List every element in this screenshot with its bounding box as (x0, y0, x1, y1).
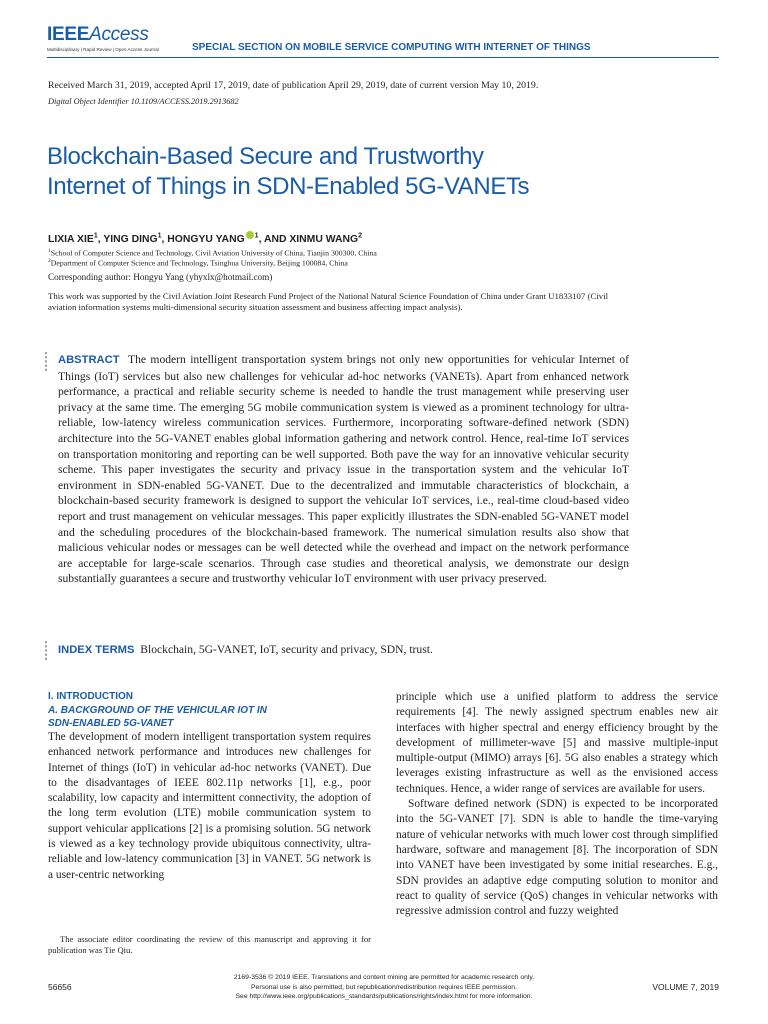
author-affil-mark: 2 (358, 232, 362, 240)
corresponding-author: Corresponding author: Hongyu Yang (yhyxlx@hotmail.com) (48, 272, 273, 282)
journal-logo (47, 24, 159, 52)
logo-tagline: Multidisciplinary | Rapid Review | Open Access Journal (47, 47, 159, 52)
author-name: XINMU WANG (289, 234, 359, 245)
affiliation-1 (48, 248, 377, 258)
subsection-heading-line-2: SDN-ENABLED 5G-VANET (48, 718, 174, 729)
section-heading: I. INTRODUCTION (48, 691, 133, 702)
left-column (48, 690, 371, 883)
received-dates: Received March 31, 2019, accepted April 17, 2019, date of publication April 29, 2019, date of current version May 10, 2019. (48, 80, 539, 91)
body-paragraph-1: principle which use a unified platform to address the service requirements [4]. The newly assigned spectrum enables new air interfaces with higher spectral and energy efficiency brought by the development of millimeter-wave [5] and massive multiple-input multiple-output (MIMO) arrays [6]. 5G also enables a strategy which leverages existing infrastructure as well as the envisioned access techniques. Hence, a wider range of services are available for users. (396, 691, 718, 795)
affiliation-mark: 1 (48, 248, 51, 254)
body-paragraph-2: Software defined network (SDN) is expected to be incorporated into the 5G-VANET [7]. SDN is able to handle the time-varying nature of vehicular networks with much lower cost through simplified hardware, software and management [8]. The incorporation of SDN into VANET have been investigated by some initial researches. E.g., SDN provides an adaptive edge computing solution to monitor and react to quality of service (QoS) changes in vehicular networks with regressive admission control and fuzzy weighted (396, 798, 718, 918)
affiliation-text: School of Computer Science and Technology, Civil Aviation University of China, Tianjin 300300, China (50, 248, 377, 258)
author-name: HONGYU YANG (167, 234, 245, 245)
index-terms-label: INDEX TERMS (58, 644, 135, 656)
subsection-heading-line-1: A. BACKGROUND OF THE VEHICULAR IOT IN (48, 705, 267, 716)
author-name: LIXIA XIE (48, 234, 94, 245)
index-terms-text: Blockchain, 5G-VANET, IoT, security and privacy, SDN, trust. (140, 643, 433, 656)
special-section-title: SPECIAL SECTION ON MOBILE SERVICE COMPUTING WITH INTERNET OF THINGS (192, 42, 591, 53)
abstract-dots-icon (44, 351, 48, 371)
title-line-2: Internet of Things in SDN-Enabled 5G-VANETs (47, 173, 530, 200)
author-list (48, 231, 362, 245)
funding-note: This work was supported by the Civil Aviation Joint Research Fund Project of the National Natural Science Foundation of China under Grant U1833107 (Civil aviation information systems multi-dimensional security situation assessment and business affecting impact analysis). (48, 291, 609, 313)
editor-footnote: The associate editor coordinating the review of this manuscript and approving it for publication was Tie Qiu. (48, 934, 371, 956)
index-terms (58, 643, 433, 656)
doi: Digital Object Identifier 10.1109/ACCESS.2019.2913682 (48, 97, 239, 106)
intro-paragraph: The development of modern intelligent transportation system requires enhanced network performance and introduces new challenges for Internet of things (IoT) in vehicular ad-hoc networks (VANET). Due to the disadvantages of IEEE 802.11p networks [1], e.g., poor scalability, low capacity and intermittent connectivity, the adoption of the long term evolution (LTE) mobile communication system to support vehicular applications [2] is a promising solution. 5G network is viewed as a key technology provide ubiquitous connectivity, ultra-reliable and low-latency communication [3] in VANET. 5G network is a user-centric networking (48, 731, 371, 881)
logo-wordmark (47, 24, 159, 46)
author-separator: , AND (258, 234, 290, 245)
author-separator: , (97, 234, 104, 245)
logo-access: Access (89, 24, 149, 45)
author-separator: , (161, 234, 168, 245)
abstract (58, 352, 629, 587)
author-affil-mark: 1 (93, 232, 98, 240)
orcid-icon[interactable] (246, 231, 254, 239)
abstract-text: The modern intelligent transportation system brings not only new opportunities for vehicular Internet of Things (IoT) services but also new challenges for vehicular ad-hoc networks (VANETs). Apart from enhanced network performance, a practical and reliable security scheme is needed to handle the trust management while preserving user privacy at the same time. The emerging 5G mobile communication system is viewed as a prominent technology for ultra-reliable, low-latency wireless communication services. Furthermore, incorporating software-defined network (SDN) architecture into the 5G-VANET enables global information gathering and network control. Hence, real-time IoT services on transportation monitoring and reporting can be well supported. Both pave the way for an innovative vehicular security scheme. This paper investigates the security and privacy issue in the transportation system and the vehicular IoT environment in SDN-enabled 5G-VANET. Due to the decentralized and immutable characteristics of blockchain, a blockchain-based security framework is designed to support the vehicular IoT services, i.e., real-time cloud-based video report and trust management on vehicular messages. This paper explicitly illustrates the SDN-enabled 5G-VANET model and the scheduling procedures of the blockchain-based framework. The numerical simulation results also show that malicious vehicular nodes or messages can be well detected while the overhead and impact on the network performance are acceptable for large-scale scenarios. Through case studies and theoretical analysis, we demonstrate our design substantially guarantees a secure and trustworthy vehicular IoT environment with user privacy preserved. (58, 353, 630, 586)
author-affil-mark: 1 (254, 232, 259, 240)
index-terms-dots-icon (44, 640, 48, 660)
license-notice (186, 973, 582, 1002)
author-affil-mark: 1 (157, 232, 162, 240)
right-column (396, 690, 718, 919)
abstract-label: ABSTRACT (58, 354, 120, 366)
affiliation-text: Department of Computer Science and Technology, Tsinghua University, Beijing 100084, China (50, 258, 348, 268)
title-line-1: Blockchain-Based Secure and Trustworthy (47, 143, 484, 170)
volume-info: VOLUME 7, 2019 (652, 982, 719, 992)
author-name: YING DING (103, 234, 158, 245)
page-number: 56656 (48, 982, 72, 992)
license-line-1: 2169-3536 © 2019 IEEE. Translations and content mining are permitted for academic research only. (233, 974, 535, 981)
affiliation-mark: 2 (48, 258, 51, 264)
header-divider (47, 57, 719, 58)
affiliation-2 (48, 258, 348, 268)
paper-title (47, 142, 687, 202)
license-line-2: Personal use is also permitted, but republication/redistribution requires IEEE permission. (251, 983, 517, 991)
logo-ieee: IEEE (47, 24, 90, 45)
license-line-3: See http://www.ieee.org/publications_standards/publications/rights/index.html for more information. (235, 993, 533, 1001)
